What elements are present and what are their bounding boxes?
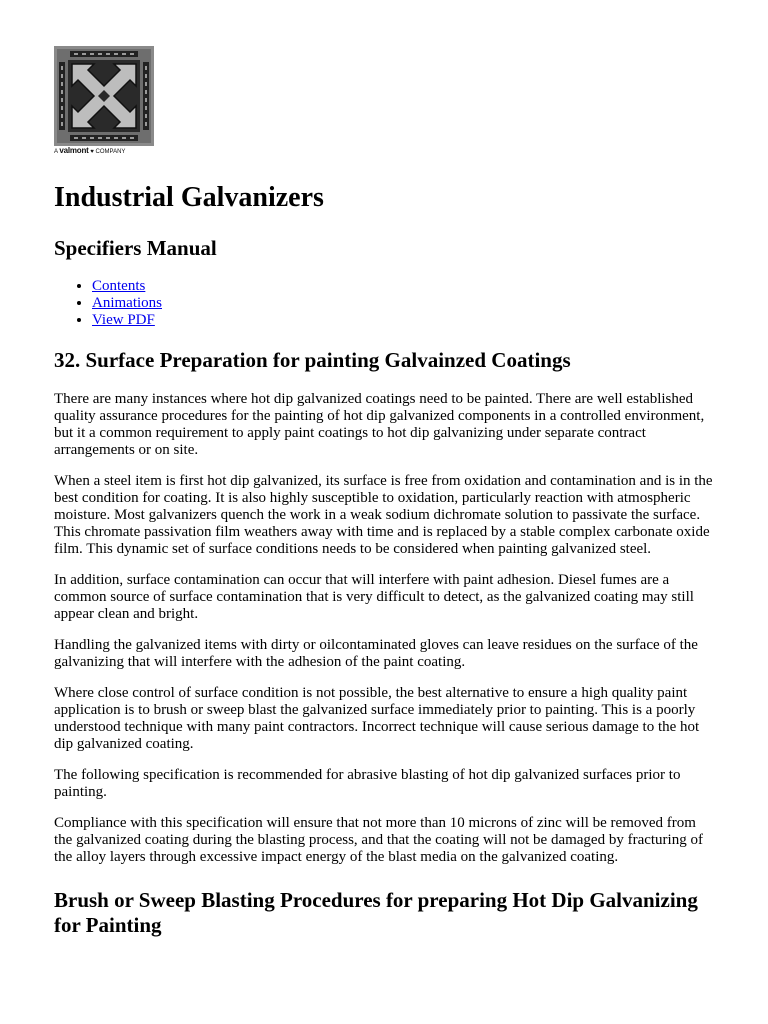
paragraph: When a steel item is first hot dip galvanized, its surface is free from oxidation and contamination and is in the best condition for coating. It is also highly susceptible to oxidation, particularly reaction with atmospheric moisture. Most galvanizers quench the work in a weak sodium dichromate solution to passivate the surface. This chromate passivation film weathers away with time and is replaced by a stable complex carbonate oxide film. This dynamic set of surface conditions needs to be considered when painting galvanized steel. bbox=[54, 473, 713, 557]
paragraph: Handling the galvanized items with dirty or oilcontaminated gloves can leave residues on the surface of the galvanizing that will interfere with the adhesion of the paint coating. bbox=[54, 637, 698, 670]
nav-item-animations bbox=[92, 295, 162, 312]
section-heading: 32. Surface Preparation for painting Galvainzed Coatings bbox=[54, 348, 571, 372]
paragraph: Where close control of surface condition is not possible, the best alternative to ensure a high quality paint application is to brush or sweep blast the galvanized surface immediately prior to painting. This is a poorly understood technique with many paint contractors. Incorrect technique will cause serious damage to the hot dip galvanized coating. bbox=[54, 685, 700, 752]
contents-link[interactable]: Contents bbox=[92, 278, 146, 294]
procedure-heading: Brush or Sweep Blasting Procedures for preparing Hot Dip Galvanizing for Painting bbox=[54, 888, 698, 937]
company-logo bbox=[54, 46, 154, 158]
logo-caption-suffix: COMPANY bbox=[95, 149, 126, 155]
logo-caption-prefix: A bbox=[54, 149, 58, 155]
paragraph: Compliance with this specification will ensure that not more than 10 microns of zinc will be removed from the galvanized coating during the blasting process, and that the coating will not be damaged by fracturing of the alloy layers through excessive impact energy of the blast media on the galvanized coating. bbox=[54, 815, 703, 865]
nav-item-view-pdf bbox=[92, 312, 162, 329]
heart-icon: ♥ bbox=[90, 149, 94, 155]
paragraph: There are many instances where hot dip galvanized coatings need to be painted. There are well established quality assurance procedures for the painting of hot dip galvanized components in a controlled environment, but it a common requirement to apply paint coatings to hot dip galvanizing under separate contract arrangements or on site. bbox=[54, 391, 705, 458]
section-body bbox=[54, 391, 716, 938]
galvanizers-logo-icon bbox=[54, 46, 154, 146]
nav-links bbox=[54, 278, 162, 329]
page-title: Industrial Galvanizers bbox=[54, 182, 324, 213]
logo-caption bbox=[54, 146, 154, 155]
paragraph: In addition, surface contamination can occur that will interfere with paint adhesion. Diesel fumes are a common source of surface contamination that is very difficult to detect, as the galvanized coating may still appear clean and bright. bbox=[54, 572, 694, 622]
paragraph: The following specification is recommended for abrasive blasting of hot dip galvanized surfaces prior to painting. bbox=[54, 767, 681, 800]
view-pdf-link[interactable]: View PDF bbox=[92, 312, 155, 328]
animations-link[interactable]: Animations bbox=[92, 295, 162, 311]
nav-item-contents bbox=[92, 278, 162, 295]
logo-caption-brand: valmont bbox=[59, 146, 89, 155]
page-subtitle: Specifiers Manual bbox=[54, 236, 217, 260]
